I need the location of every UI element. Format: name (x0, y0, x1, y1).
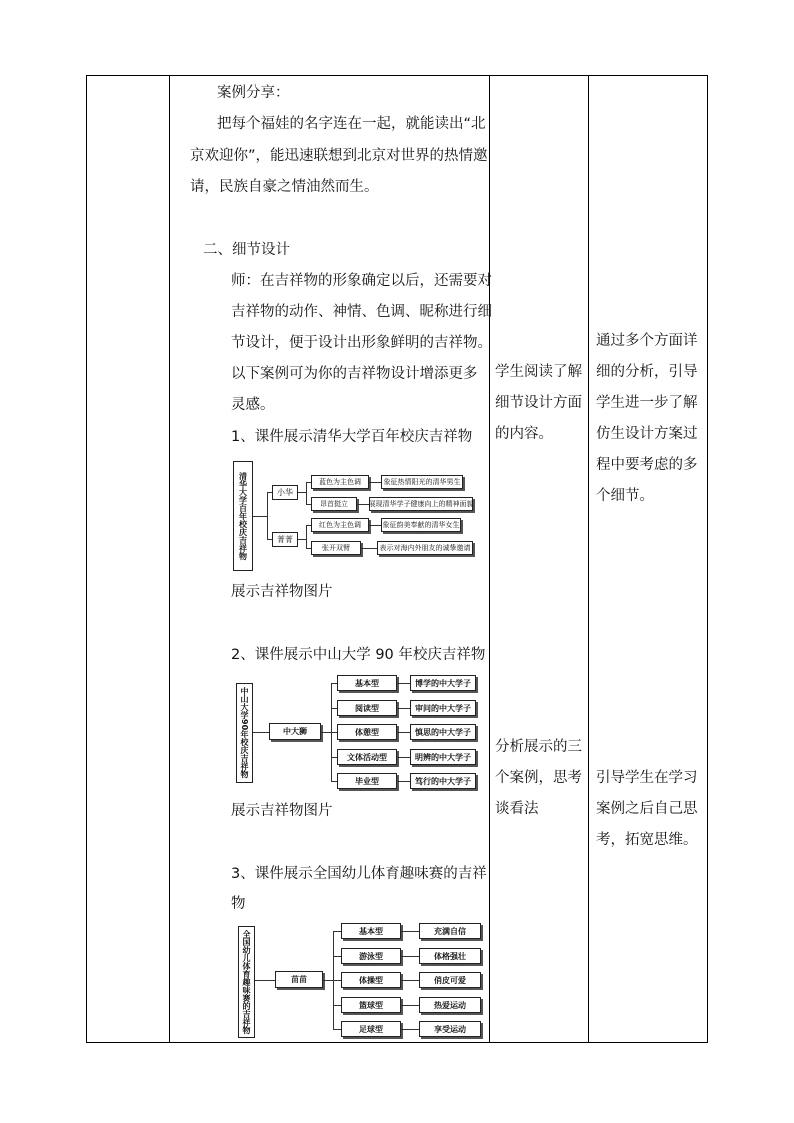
diagram3-type-4: 篮球型 (341, 997, 401, 1013)
diagram-tsinghua (233, 461, 485, 571)
student-activity-2: 分析展示的三个案例，思考谈看法 (495, 739, 582, 817)
teacher-line-3: 节设计，便于设计出形象鲜明的吉祥物。 (231, 335, 492, 351)
diagram2-meaning-1: 博学的中大学子 (410, 675, 476, 691)
diagram1-attr-4: 张开双臂 (311, 541, 361, 555)
diagram2-meaning-2: 审问的中大学子 (410, 700, 476, 716)
design-intent-1: 通过多个方面详细的分析，引导学生进一步了解仿生设计方案过程中要考虑的多个细节。 (596, 333, 698, 504)
diagram2-center: 中大狮 (269, 723, 321, 740)
example-1-caption: 展示吉祥物图片 (231, 584, 333, 600)
diagram1-meaning-4: 表示对海内外朋友的诚挚邀请 (377, 541, 473, 555)
diagram3-center: 苗苗 (275, 971, 323, 988)
diagram1-meaning-1: 象征热情阳光的清华男生 (381, 475, 463, 489)
diagram1-meaning-3: 象征韵美奉献的清华女生 (381, 518, 461, 532)
diagram3-type-3: 体操型 (341, 972, 401, 988)
diagram1-attr-3: 红色为主色调 (311, 518, 369, 532)
diagram1-branch-1: 小华 (272, 485, 298, 500)
teacher-line-2: 吉祥物的动作、神情、色调、昵称进行细 (231, 304, 492, 320)
case-heading: 案例分享： (217, 85, 290, 101)
diagram-kids-games (236, 920, 486, 1042)
diagram3-meaning-1: 充满自信 (419, 923, 481, 939)
diagram3-meaning-4: 热爱运动 (419, 997, 481, 1013)
teacher-line-5: 灵感。 (231, 397, 275, 413)
diagram3-meaning-5: 享受运动 (419, 1021, 481, 1037)
diagram1-attr-2: 昂首挺立 (311, 497, 357, 511)
diagram1-branch-2: 菁菁 (272, 532, 298, 547)
case-line-1: 把每个福娃的名字连在一起，就能读出“北 (217, 116, 486, 132)
diagram-sysu (236, 673, 478, 793)
diagram1-root: 清华大学百年校庆吉祥物 (233, 461, 253, 571)
student-activity-1: 学生阅读了解细节设计方面的内容。 (495, 364, 582, 442)
example-2-caption: 展示吉祥物图片 (231, 803, 333, 819)
case-line-3: 请，民族自豪之情油然而生。 (190, 179, 379, 195)
diagram2-type-2: 阅读型 (337, 700, 397, 716)
diagram2-root: 中山大学90年校庆吉祥物 (236, 683, 253, 783)
teacher-line-4: 以下案例可为你的吉祥物设计增添更多 (231, 366, 478, 382)
example-3-title-line-1: 3、课件展示全国幼儿体育趣味赛的吉祥 (231, 866, 487, 882)
diagram3-meaning-2: 体格强壮 (419, 948, 481, 964)
diagram3-type-5: 足球型 (341, 1021, 401, 1037)
diagram2-meaning-5: 笃行的中大学子 (410, 773, 476, 789)
section-title: 二、细节设计 (203, 242, 290, 258)
diagram2-type-4: 文体活动型 (337, 749, 397, 765)
design-intent-2: 引导学生在学习案例之后自己思考，拓宽思维。 (596, 770, 698, 848)
diagram3-type-1: 基本型 (341, 923, 401, 939)
diagram2-meaning-4: 明辨的中大学子 (410, 749, 476, 765)
example-2-title: 2、课件展示中山大学 90 年校庆吉祥物 (231, 647, 486, 663)
diagram3-root: 全国幼儿体育趣味赛的吉祥物 (238, 926, 255, 1038)
diagram2-type-1: 基本型 (337, 675, 397, 691)
diagram2-meaning-3: 慎思的中大学子 (410, 724, 476, 740)
example-1-title: 1、课件展示清华大学百年校庆吉祥物 (231, 429, 473, 445)
diagram2-type-3: 体憩型 (337, 724, 397, 740)
diagram1-attr-1: 蓝色为主色调 (311, 475, 369, 489)
diagram3-meaning-3: 俏皮可爱 (419, 972, 481, 988)
diagram2-type-5: 毕业型 (337, 773, 397, 789)
diagram1-meaning-2: 展现清华学子健康向上的精神面貌 (369, 497, 473, 511)
example-3-title-line-2: 物 (231, 896, 246, 912)
teacher-line-1: 师：在吉祥物的形象确定以后，还需要对 (231, 273, 492, 289)
diagram3-type-2: 游泳型 (341, 948, 401, 964)
case-line-2: 京欢迎你”，能迅速联想到北京对世界的热情邀 (190, 148, 488, 164)
